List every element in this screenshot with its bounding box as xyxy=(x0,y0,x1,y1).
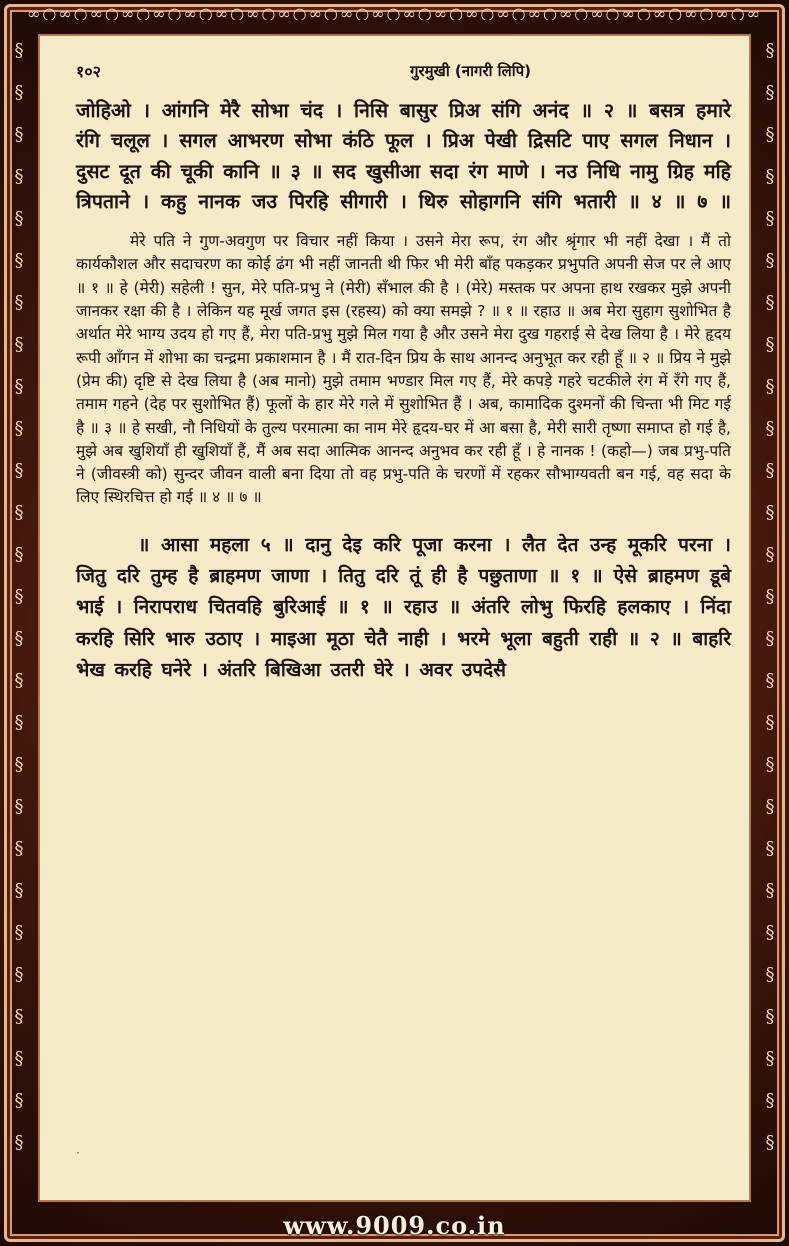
hindi-translation: मेरे पति ने गुण-अवगुण पर विचार नहीं किया । उसने मेरा रूप, रंग और श्रृंगार भी नहीं देखा । मैं तो कार्यकौशल और सदाचरण का कोई ढंग भी नहीं जानती थी फिर भी मेरी बाँह पकड़कर प्रभुपति अपनी सेज पर ले आए ॥ १ ॥ हे (मेरी) सहेली ! सुन, मेरे पति-प्रभु ने (मेरी) सँभाल की है । (मेरे) मस्तक पर अपना हाथ रखकर मुझे अपनी जानकर रक्षा की है । लेकिन यह मूर्ख जगत इस (रहस्य) को क्या समझे ? ॥ १ ॥ रहाउ ॥ अब मेरा सुहाग सुशोभित है अर्थात मेरे भाग्य उदय हो गए हैं, मेरा पति-प्रभु मुझे मिल गया है और उसने मेरा दुख गहराई से देख लिया है । मेरे हृदय रूपी आँगन में शोभा का चन्द्रमा प्रकाशमान है । मैं रात-दिन प्रिय के साथ आनन्द अनुभूत कर रही हूँ ॥ २ ॥ प्रिय ने मुझे (प्रेम की) दृष्टि से देख लिया है (अब मानो) मुझे तमाम भण्डार मिल गए हैं, मेरे कपड़े गहरे चटकीले रंग में रँगे गए हैं, तमाम गहने (देह पर सुशोभित हैं) फूलों के हार मेरे गले में सुशोभित हैं । अब, कामादिक दुश्मनों की चिन्ता भी मिट गई है ॥ ३ ॥ हे सखी, नौ निधियों के तुल्य परमात्मा का नाम मेरे हृदय-घर में आ बसा है, मेरी सारी तृष्णा समाप्त हो गई है, मुझे अब खुशियाँ ही खुशियाँ हैं, मैं अब सदा आत्मिक आनन्द अनुभव कर रही हूँ । हे नानक ! (कहो—) जब प्रभु-पति ने (जीवस्त्री को) सुन्दर जीवन वाली बना दिया तो वह प्रभु-पति के चरणों में रहकर सौभाग्यवती बन गई, वह सदा के लिए स्थिरचित्त हो गई ॥ ४ ॥ ७ ॥ xyxy=(76,232,731,507)
right-scroll-ornament: § § § § § § § § § § § § § § § § § § § § § § § § § § § xyxy=(765,40,775,1153)
page-title: गुरमुखी (नागरी लिपि) xyxy=(410,62,531,80)
book-page xyxy=(38,34,751,1202)
gurbani-verse-top: जोहिओ । आंगनि मेरै सोभा चंद । निसि बासुर प्रिअ संगि अनंद ॥ २ ॥ बसत्र हमारे रंगि चलूल । सगल आभरण सोभा कंठि फूल । प्रिअ पेखी द्रिसटि पाए सगल निधान । दुसट दूत की चूकी कानि ॥ ३ ॥ सद खुसीआ सदा रंग माणे । नउ निधि नामु ग्रिह महि त्रिपताने । कहु नानक जउ पिरहि सीगारी । थिरु सोहागनि संगि भतारी ॥ ४ ॥ ७ ॥ xyxy=(76,99,731,213)
gurbani-verse-bottom: ॥ आसा महला ५ ॥ दानु देइ करि पूजा करना । लैत देत उन्ह मूकरि परना । जितु दरि तुम्ह है ब्राहमण जाणा । तितु दरि तूं ही है पछुताणा ॥ १ ॥ ऐसे ब्राहमण डूबे भाई । निरापराध चितवहि बुरिआई ॥ १ ॥ रहाउ ॥ अंतरि लोभु फिरहि हलकाए । निंदा करहि सिरि भारु उठाए । माइआ मूठा चेतै नाही । भरमे भूला बहुती राही ॥ २ ॥ बाहरि भेख करहि घनेरे । अंतरि बिखिआ उतरी घेरे । अवर उपदेसै xyxy=(76,533,731,681)
page-number: १०२ xyxy=(76,62,101,81)
left-scroll-ornament: § § § § § § § § § § § § § § § § § § § § § § § § § § § xyxy=(14,40,24,1153)
website-watermark: www.9009.co.in xyxy=(283,1211,506,1240)
page-footer-mark: · xyxy=(76,1146,80,1160)
top-scroll-ornament: ∞○∞○∞○∞○∞○∞○∞○∞○∞○∞○∞○∞○∞○∞○∞○∞○∞○∞○∞○∞○∞○∞○∞○∞ xyxy=(27,4,762,20)
page-header xyxy=(76,60,731,82)
